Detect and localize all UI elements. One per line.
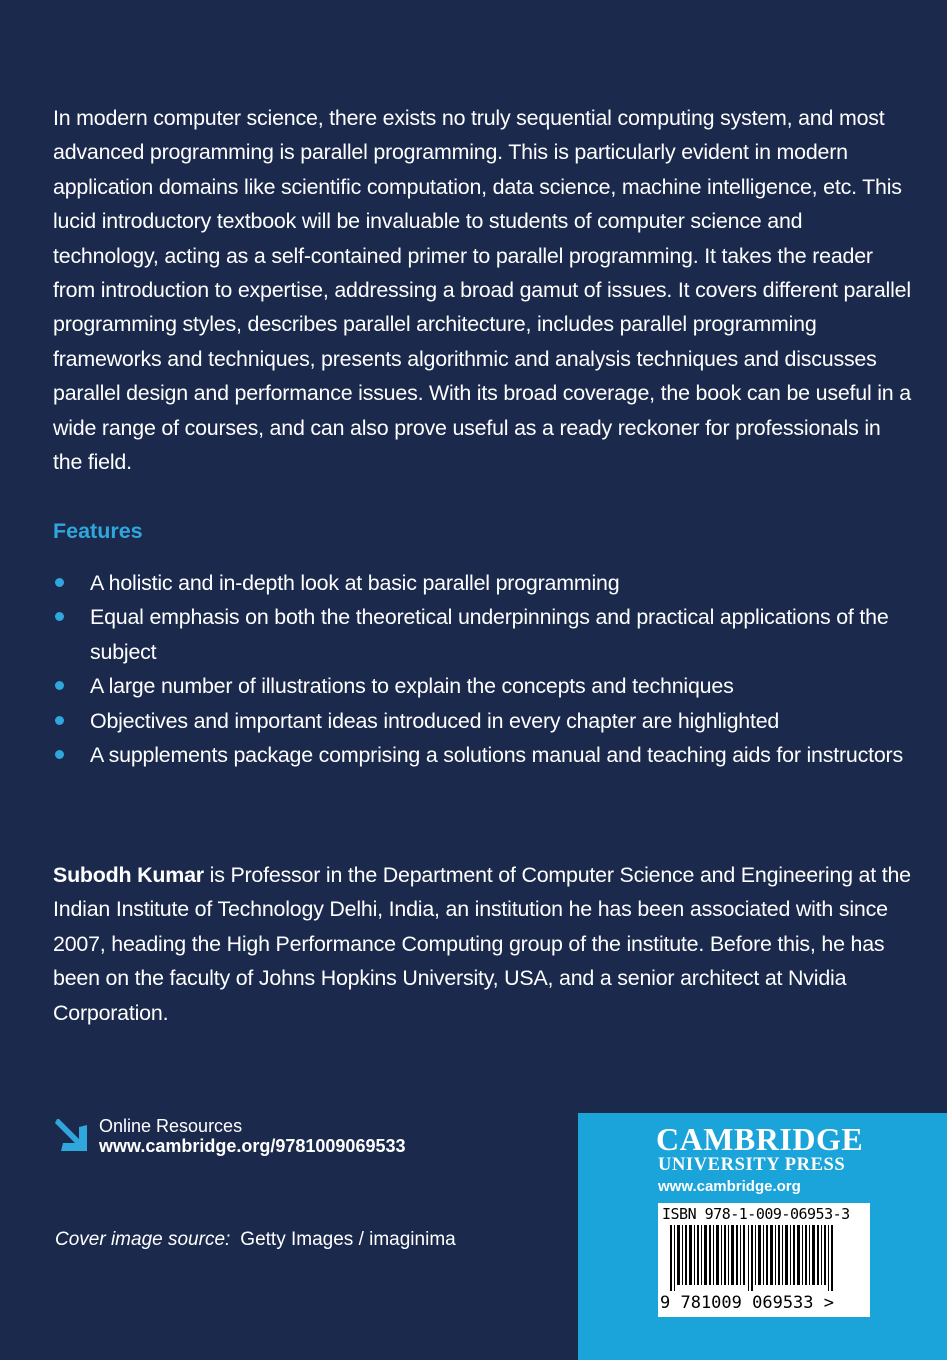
barcode-icon — [662, 1225, 852, 1291]
bullet-icon — [55, 578, 64, 587]
list-item — [53, 600, 913, 669]
features-list — [53, 566, 913, 772]
author-name: Subodh Kumar — [53, 863, 204, 887]
publisher-website[interactable]: www.cambridge.org — [658, 1178, 801, 1195]
publisher-press: UNIVERSITY PRESS — [658, 1155, 846, 1175]
bullet-icon — [55, 612, 64, 621]
cover-credit-label: Cover image source: — [55, 1229, 231, 1250]
feature-text: Equal emphasis on both the theoretical underpinnings and practical applications of the subject — [90, 605, 889, 664]
online-resources-link[interactable]: www.cambridge.org/9781009069533 — [99, 1136, 406, 1156]
list-item — [53, 566, 913, 600]
cover-credit-value: Getty Images / imaginima — [240, 1229, 456, 1250]
blurb-paragraph: In modern computer science, there exists no truly sequential computing system, and most advanced programming is parallel programming. This is particularly evident in modern application domains like scientific computation, data science, machine intelligence, etc. This lucid introductory textbook will be invaluable to students of computer science and technology, acting as a self-contained primer to parallel programming. It takes the reader from introduction to expertise, addressing a broad gamut of issues. It covers different parallel programming styles, describes parallel architecture, includes parallel programming frameworks and techniques, presents algorithmic and analysis techniques and discusses parallel design and performance issues. With its broad coverage, the book can be useful in a wide range of courses, and can also prove useful as a ready reckoner for professionals in the field. — [53, 106, 911, 475]
list-item — [53, 738, 913, 772]
features-heading: Features — [53, 519, 143, 543]
feature-text: A holistic and in-depth look at basic parallel programming — [90, 571, 620, 595]
arrow-down-right-icon — [53, 1117, 89, 1153]
feature-text: Objectives and important ideas introduced in every chapter are highlighted — [90, 708, 780, 733]
list-item — [53, 704, 913, 738]
feature-text: A supplements package comprising a solutions manual and teaching aids for instructors — [90, 743, 903, 768]
isbn-text: ISBN 978-1-009-06953-3 — [662, 1205, 850, 1223]
publisher-panel — [578, 1113, 947, 1360]
bullet-icon — [55, 681, 64, 690]
author-bio — [53, 858, 913, 1030]
feature-text: A large number of illustrations to explain the concepts and techniques — [90, 674, 734, 699]
barcode-digits: 9 781009 069533 > — [660, 1293, 834, 1313]
cover-credit — [55, 1229, 456, 1251]
list-item — [53, 669, 913, 703]
online-resources-label: Online Resources — [99, 1116, 243, 1136]
author-bio-text: is Professor in the Department of Computer Science and Engineering at the Indian Institute of Technology Delhi, India, an institution he has been associated with since 2007, heading the High Performance Computing group of the institute. Before this, he has been on the faculty of Johns Hopkins University, USA, and a senior architect at Nvidia Corporation. — [53, 863, 911, 1025]
publisher-name: CAMBRIDGE — [656, 1121, 864, 1157]
bullet-icon — [55, 716, 64, 725]
barcode-box — [658, 1203, 870, 1317]
bullet-icon — [55, 750, 64, 759]
